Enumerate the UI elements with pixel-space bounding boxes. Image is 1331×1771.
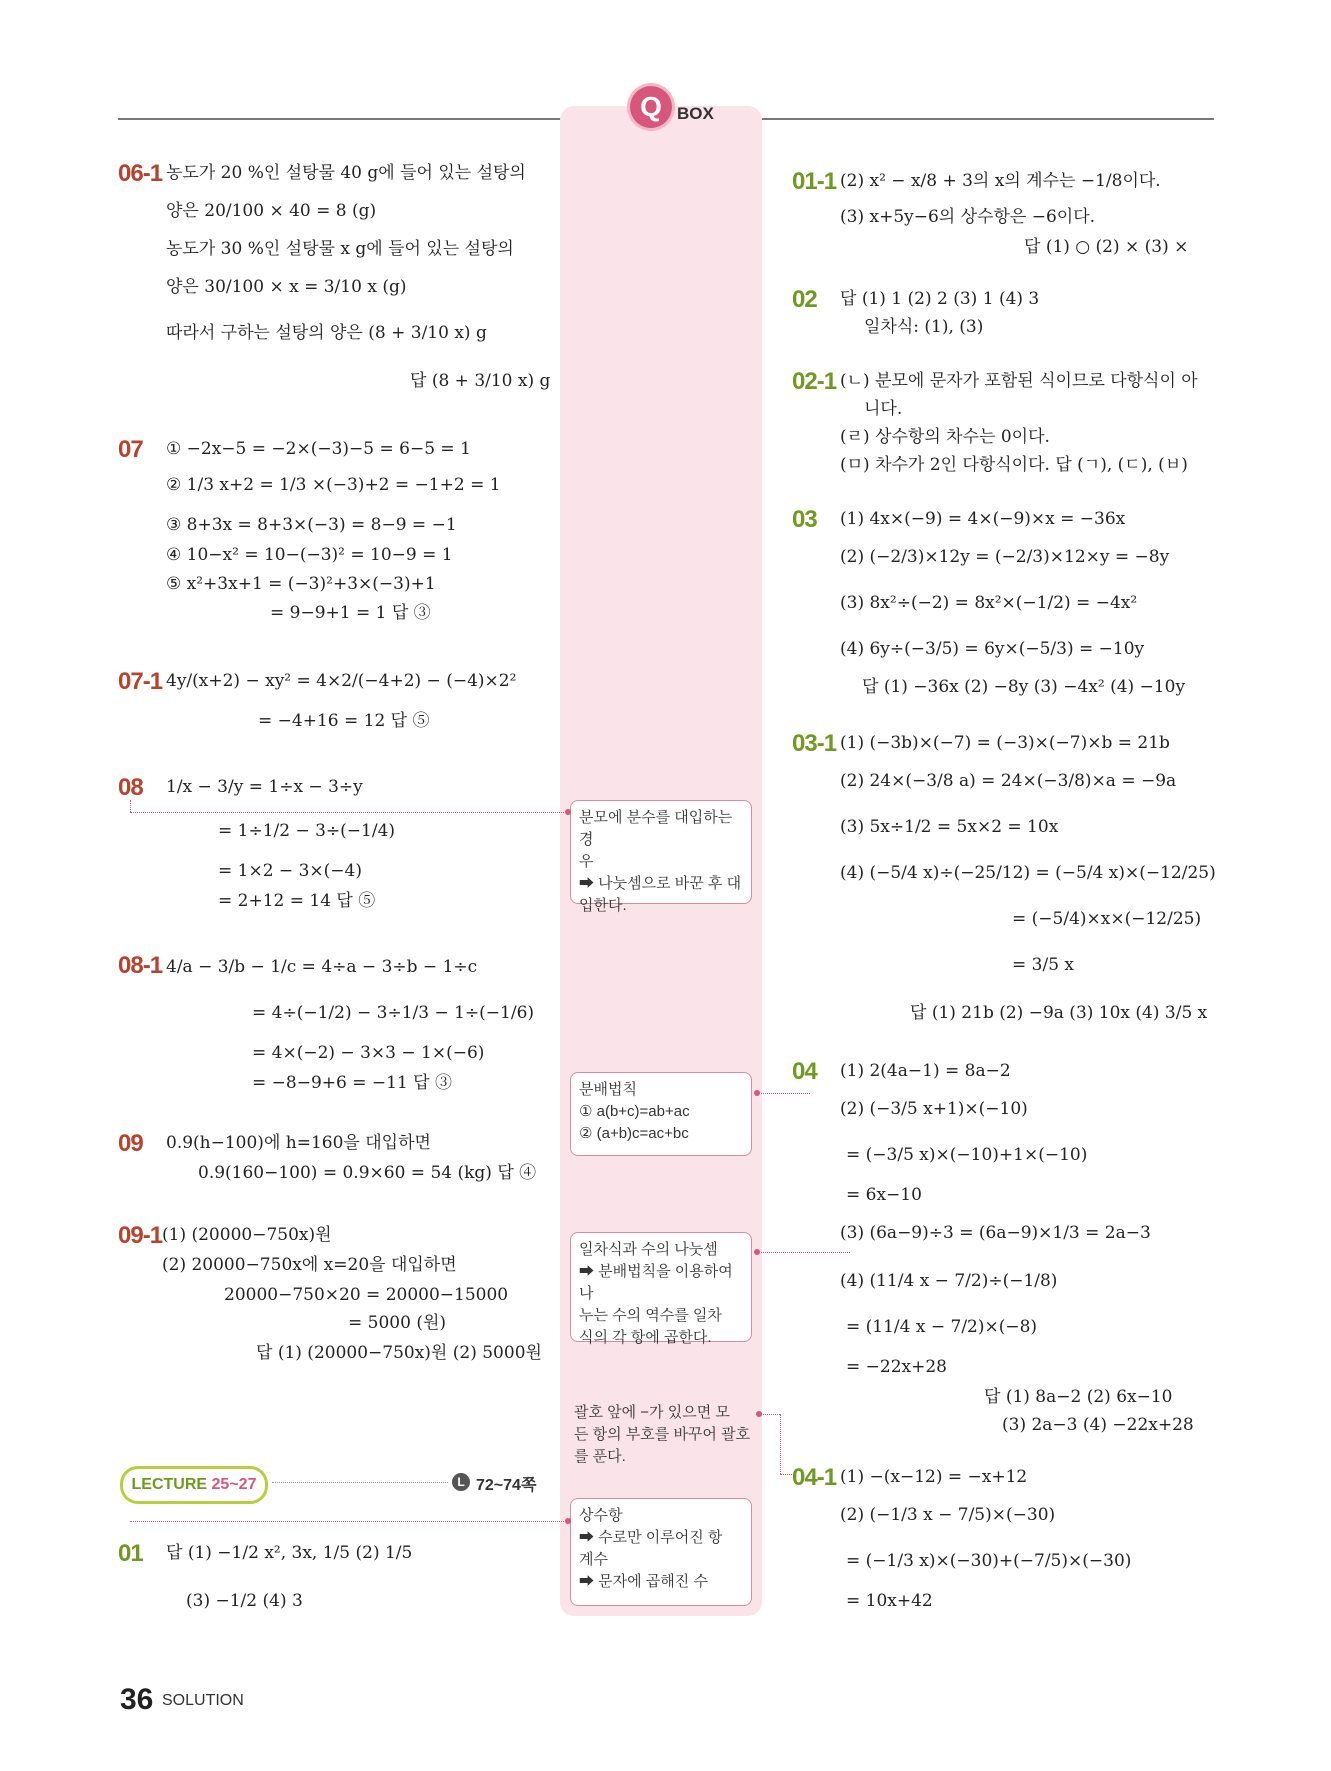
answer-line: 답 (1) −36x (2) −8y (3) −4x² (4) −10y [862,677,1186,697]
answer-line: 답 (1) 8a−2 (2) 6x−10 [984,1387,1173,1407]
problem-number: 04 [792,1058,817,1085]
solution-line: (3) (6a−9)÷3 = (6a−9)×1/3 = 2a−3 [840,1223,1151,1243]
solution-line: 20000−750×20 = 20000−15000 [224,1285,509,1305]
solution-line: (2) x² − x/8 + 3의 x의 계수는 −1/8이다. [840,171,1161,191]
answer-line: 답 (1) ○ (2) × (3) × [1024,237,1189,257]
solution-line: (ㅁ) 차수가 2인 다항식이다. 답 (ㄱ), (ㄷ), (ㅂ) [840,455,1188,475]
solution-line: ④ 10−x² = 10−(−3)² = 10−9 = 1 [166,545,453,565]
solution-line: = (−5/4)×x×(−12/25) [1012,909,1202,929]
note-line: ① a(b+c)=ab+ac [579,1103,690,1120]
answer-line: 답 (1) 21b (2) −9a (3) 10x (4) 3/5 x [910,1003,1208,1023]
answer-line: (3) 2a−3 (4) −22x+28 [1002,1415,1194,1435]
solution-line: = 5000 (원) [348,1313,447,1333]
connector-dot [754,1249,760,1255]
solution-line: (2) 20000−750x에 x=20을 대입하면 [162,1255,457,1275]
problem-number: 04-1 [792,1464,837,1491]
connector-dot [754,1090,760,1096]
solution-line: (1) (20000−750x)원 [162,1225,332,1245]
solution-line: = −22x+28 [846,1357,947,1377]
lecture-label: LECTURE [131,1476,208,1493]
solution-line: (ㄹ) 상수항의 차수는 0이다. [840,427,1050,447]
problem-number: 02 [792,286,817,313]
solution-line: 4y/(x+2) − xy² = 4×2/(−4+2) − (−4)×2² [166,671,517,691]
solution-line: 1/x − 3/y = 1÷x − 3÷y [166,777,363,797]
connector-line [130,800,131,812]
note-line: ➡ 분배법칙을 이용하여 나 [579,1263,733,1302]
solution-line: ③ 8+3x = 8+3×(−3) = 8−9 = −1 [166,515,457,535]
connector-dot [756,1411,762,1417]
header-rule-right [758,118,1214,120]
note-line: 상수항 [579,1507,623,1524]
solution-line: (1) (−3b)×(−7) = (−3)×(−7)×b = 21b [840,733,1170,753]
problem-number: 06-1 [118,160,163,187]
lecture-range: 25~27 [211,1476,257,1493]
solution-line: = 10x+42 [846,1591,933,1611]
problem-number: 01-1 [792,168,837,195]
note-line: 괄호 앞에 −가 있으면 모 [574,1404,730,1421]
note-box [570,1072,752,1156]
solution-line: 0.9(160−100) = 0.9×60 = 54 (kg) 답 ④ [198,1163,537,1183]
solution-line: = −8−9+6 = −11 답 ③ [252,1073,452,1093]
solution-line: (1) 4x×(−9) = 4×(−9)×x = −36x [840,509,1126,529]
solution-line: (3) 8x²÷(−2) = 8x²×(−1/2) = −4x² [840,593,1138,613]
solution-line: 양은 20/100 × 40 = 8 (g) [166,201,377,221]
problem-number: 09 [118,1130,143,1157]
solution-line: 농도가 30 %인 설탕물 x g에 들어 있는 설탕의 [166,239,514,259]
solution-line: ② 1/3 x+2 = 1/3 ×(−3)+2 = −1+2 = 1 [166,475,501,495]
lecture-leader-line [272,1482,448,1483]
connector-dot [565,809,571,815]
note-box [570,800,752,914]
problem-number: 08-1 [118,952,163,979]
note-line: 식의 각 항에 곱한다. [579,1329,712,1346]
problem-number: 02-1 [792,368,837,395]
note-line: 우 [579,853,594,870]
solution-line: = 9−9+1 = 1 답 ③ [270,603,431,623]
solution-line: = (11/4 x − 7/2)×(−8) [846,1317,1038,1337]
solution-line: (2) 24×(−3/8 a) = 24×(−3/8)×a = −9a [840,771,1177,791]
solution-line: (3) x+5y−6의 상수항은 −6이다. [840,207,1096,227]
problem-number: 07 [118,436,143,463]
note-line: 누는 수의 역수를 일차 [579,1307,722,1324]
note-line: 일차식과 수의 나눗셈 [579,1241,718,1258]
note-plain [574,1402,756,1468]
solution-line: = 3/5 x [1012,955,1074,975]
note-line: ➡ 수로만 이루어진 항 [579,1529,723,1546]
page-number: 36 [120,1683,154,1716]
solution-line: ① −2x−5 = −2×(−3)−5 = 6−5 = 1 [166,439,471,459]
solution-line: = 4×(−2) − 3×3 − 1×(−6) [252,1043,485,1063]
solution-line: (4) 6y÷(−3/5) = 6y×(−5/3) = −10y [840,639,1145,659]
problem-number: 08 [118,774,143,801]
solution-line: 따라서 구하는 설탕의 양은 (8 + 3/10 x) g [166,323,487,343]
connector-line [756,1093,810,1094]
solution-line: (1) −(x−12) = −x+12 [840,1467,1028,1487]
note-line: ➡ 문자에 곱해진 수 [579,1573,708,1590]
note-box [570,1498,752,1606]
problem-number: 03-1 [792,730,837,757]
solution-line: = 4÷(−1/2) − 3÷1/3 − 1÷(−1/6) [252,1003,535,1023]
solution-line: 4/a − 3/b − 1/c = 4÷a − 3÷b − 1÷c [166,957,478,977]
solution-line: ⑤ x²+3x+1 = (−3)²+3×(−3)+1 [166,574,436,594]
solution-line: 일차식: (1), (3) [864,317,984,337]
solution-line: 니다. [864,399,903,419]
solution-line: = 1÷1/2 − 3÷(−1/4) [218,821,396,841]
connector-line [130,1521,568,1522]
solution-line: = (−3/5 x)×(−10)+1×(−10) [846,1145,1088,1165]
note-line: ② (a+b)c=ac+bc [579,1125,689,1142]
solution-line: (2) (−1/3 x − 7/5)×(−30) [840,1505,1056,1525]
solution-line: (1) 2(4a−1) = 8a−2 [840,1061,1011,1081]
problem-number: 03 [792,506,817,533]
note-line: 분배법칙 [579,1081,637,1098]
solution-line: (3) 5x÷1/2 = 5x×2 = 10x [840,817,1059,837]
connector-line [760,1414,780,1415]
answer-line: 답 (1) 1 (2) 2 (3) 1 (4) 3 [840,289,1040,309]
note-line: 분모에 분수를 대입하는 경 [579,809,733,848]
connector-line [130,812,568,813]
lecture-pages: 72~74쪽 [476,1477,537,1494]
solution-line: = 1×2 − 3×(−4) [218,861,362,881]
q-box-label: BOX [677,104,714,123]
solution-line: 양은 30/100 × x = 3/10 x (g) [166,277,407,297]
solution-line: (2) (−2/3)×12y = (−2/3)×12×y = −8y [840,547,1170,567]
problem-number: 09-1 [118,1222,163,1249]
solution-line: = −4+16 = 12 답 ⑤ [258,711,430,731]
solution-line: = 6x−10 [846,1185,922,1205]
note-line: 입한다. [579,897,627,914]
solution-line: = 2+12 = 14 답 ⑤ [218,891,376,911]
note-line: 를 푼다. [574,1448,626,1465]
header-rule-left [118,118,564,120]
answer-line: 답 (8 + 3/10 x) g [410,371,551,391]
lecture-page-icon: L [452,1473,470,1491]
answer-line: 답 (1) (20000−750x)원 (2) 5000원 [256,1343,542,1363]
note-line: ➡ 나눗셈으로 바꾼 후 대 [579,875,742,892]
solution-line: (4) (−5/4 x)÷(−25/12) = (−5/4 x)×(−12/25) [840,863,1216,883]
problem-number: 01 [118,1540,143,1567]
lecture-badge [120,1466,268,1504]
solution-line: (4) (11/4 x − 7/2)÷(−1/8) [840,1271,1058,1291]
solution-line: 0.9(h−100)에 h=160을 대입하면 [166,1133,431,1153]
solution-line: (2) (−3/5 x+1)×(−10) [840,1099,1028,1119]
note-box [570,1232,752,1346]
solution-line: (ㄴ) 분모에 문자가 포함된 식이므로 다항식이 아 [840,371,1198,391]
connector-dot [565,1518,571,1524]
connector-line [780,1414,781,1474]
note-line: 계수 [579,1551,608,1568]
problem-number: 07-1 [118,668,163,695]
solution-line: 농도가 20 %인 설탕물 40 g에 들어 있는 설탕의 [166,163,526,183]
connector-line [756,1252,850,1253]
answer-line: 답 (1) −1/2 x², 3x, 1/5 (2) 1/5 [166,1543,413,1563]
solution-line: = (−1/3 x)×(−30)+(−7/5)×(−30) [846,1551,1132,1571]
note-line: 든 항의 부호를 바꾸어 괄호 [574,1426,751,1443]
q-badge-icon: Q [630,86,672,128]
footer-label: SOLUTION [162,1692,244,1709]
answer-line: (3) −1/2 (4) 3 [186,1591,303,1611]
